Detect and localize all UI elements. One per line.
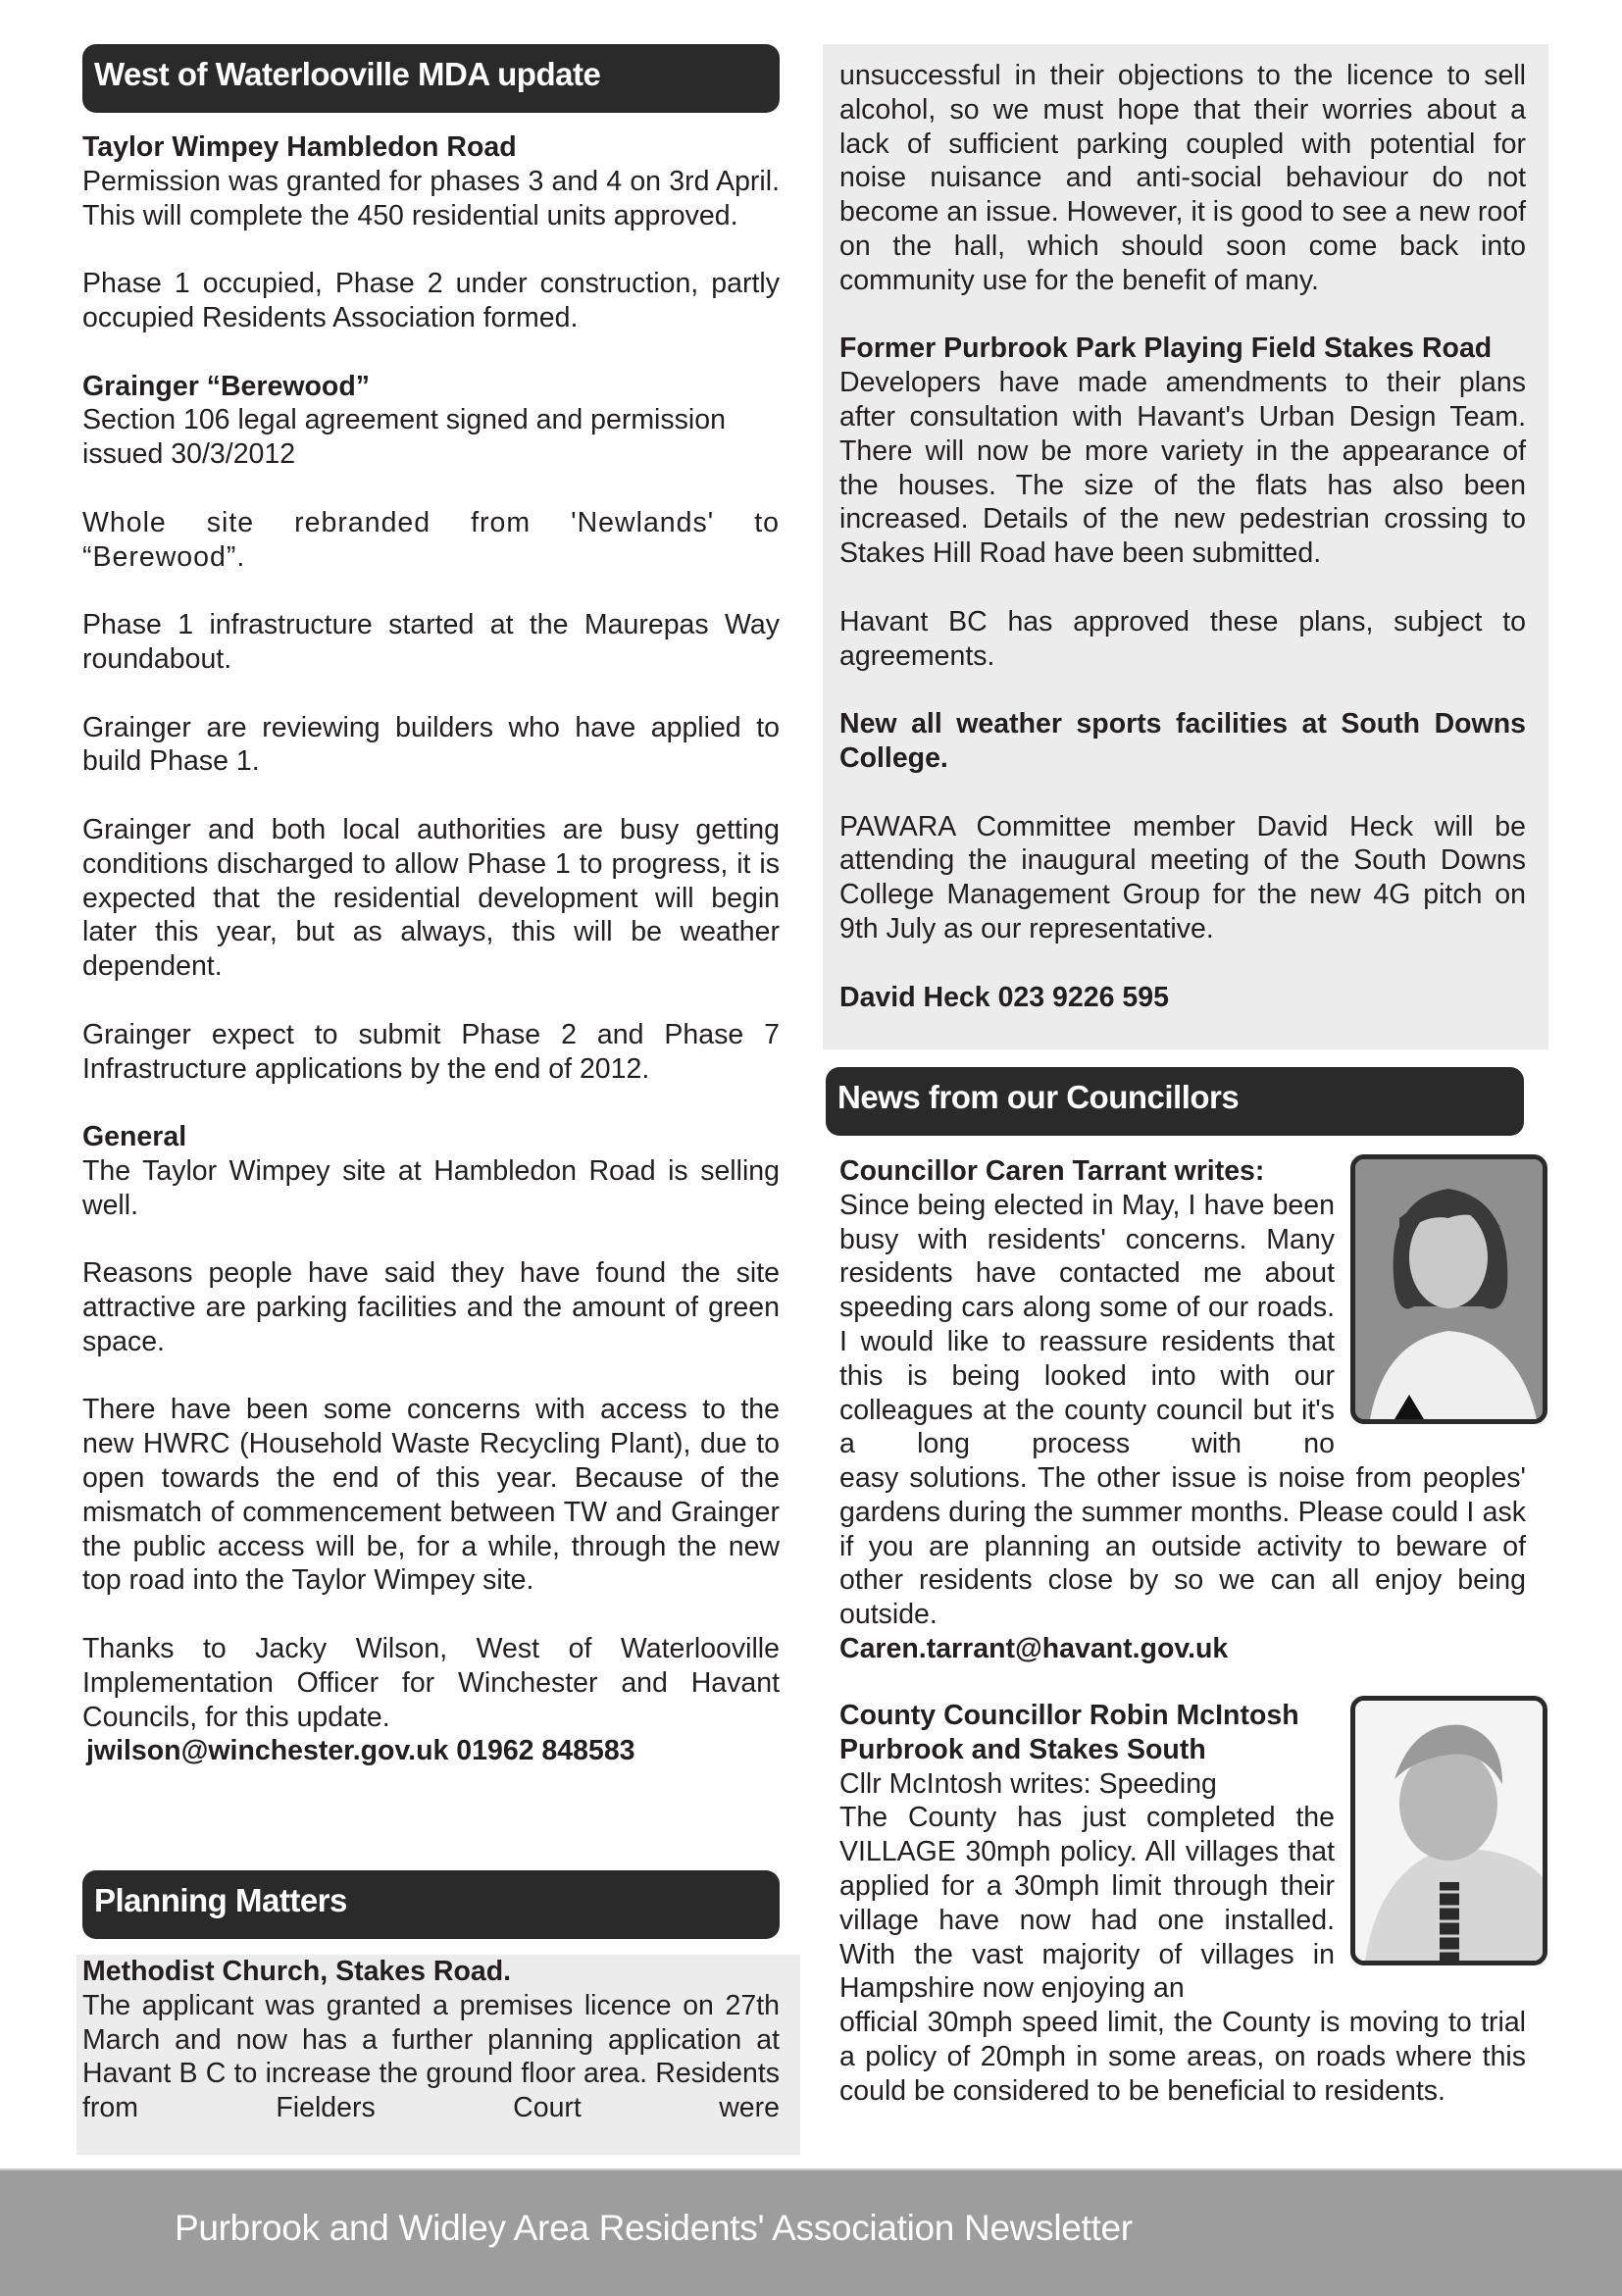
caren-tarrant-photo (1350, 1154, 1547, 1424)
caren-article-full (839, 1461, 1526, 1666)
councillors-section (826, 1067, 1524, 1136)
paragraph: There have been some concerns with access to the new HWRC (Household Waste Recycling Plant), due to open towards the end of this year. Because of the mismatch of commencement between TW and Grainger the public access will be, for a while, through the new top road into the Taylor Wimpey site. (82, 1394, 780, 1597)
left-column (82, 44, 780, 1768)
paragraph: Phase 1 infrastructure started at the Maurepas Way roundabout. (82, 609, 780, 675)
paragraph: Thanks to Jacky Wilson, West of Waterlooville Implementation Officer for Winchester and Havant Councils, for this update. (82, 1633, 780, 1733)
portrait-man-icon (1355, 1701, 1543, 1961)
heading-robin-mcintosh: County Councillor Robin McIntosh (839, 1700, 1299, 1731)
paragraph: Permission was granted for phases 3 and 4 on 3rd April. This will complete the 450 residential units approved. (82, 165, 780, 231)
caren-article-wrapped (839, 1154, 1335, 1461)
planning-section (82, 1870, 780, 2125)
paragraph: Grainger are reviewing builders who have applied to build Phase 1. (82, 711, 780, 778)
paragraph: official 30mph speed limit, the County is moving to trial a policy of 20mph in some areas, on roads where this could be considered to be beneficial to residents. (839, 2007, 1526, 2107)
paragraph: The County has just completed the VILLAGE 30mph policy. All villages that applied for a 30mph limit through their village have now had one installed. With the vast majority of villages in Hampshire now enjoying an (839, 1802, 1335, 2005)
paragraph: unsuccessful in their objections to the licence to sell alcohol, so we must hope that their worries about a lack of sufficient parking coupled with potential for noise nuisance and anti-social behaviour do not become an issue. However, it is good to see a new roof on the hall, which should soon come back into community use for the benefit of many. (839, 60, 1526, 296)
heading-caren-tarrant: Councillor Caren Tarrant writes: (839, 1155, 1265, 1187)
heading-purbrook-park: Former Purbrook Park Playing Field Stakes Road (839, 332, 1493, 365)
contact-david-heck: David Heck 023 9226 595 (839, 981, 1169, 1013)
paragraph: Havant BC has approved these plans, subject to agreements. (839, 605, 1526, 672)
robin-mcintosh-photo (1350, 1696, 1547, 1965)
paragraph: Grainger and both local authorities are busy getting conditions discharged to allow Phase 1 to progress, it is expected that the residential development will begin later this year, but as always, this will be weather dependent. (82, 813, 780, 983)
paragraph: Phase 1 occupied, Phase 2 under construction, partly occupied Residents Association formed. (82, 268, 780, 333)
right-column-top (839, 59, 1526, 1014)
contact-jwilson[interactable]: jwilson@winchester.gov.uk 01962 848583 (86, 1735, 635, 1767)
heading-taylor-wimpey: Taylor Wimpey Hambledon Road (82, 131, 517, 163)
newsletter-footer (0, 2168, 1622, 2296)
heading-ward: Purbrook and Stakes South (839, 1733, 1206, 1765)
paragraph: Developers have made amendments to their plans after consultation with Havant's Urban Design Team. There will now be more variety in the appearance of the houses. The size of the flats has also been increased. Details of the new pedestrian crossing to Stakes Hill Road have been submitted. (839, 367, 1526, 570)
section-header-councillors: News from our Councillors (826, 1067, 1524, 1136)
paragraph: Whole site rebranded from 'Newlands' to “Berewood”. (82, 506, 780, 573)
heading-sports-facilities: New all weather sports facilities at South Downs College. (839, 708, 1526, 774)
paragraph: PAWARA Committee member David Heck will be attending the inaugural meeting of the South Downs College Management Group for the new 4G pitch on 9th July as our representative. (839, 810, 1526, 944)
paragraph: Since being elected in May, I have been busy with residents' concerns. Many residents have contacted me about speeding cars along some of our roads. I would like to reassure residents that this is being looked into with our colleagues at the county council but it's a long process with no (839, 1189, 1335, 1460)
paragraph: easy solutions. The other issue is noise from peoples' gardens during the summer months. Please could I ask if you are planning an outside activity to beware of other residents close by so we can all enjoy being outside. (839, 1462, 1526, 1631)
paragraph: Grainger expect to submit Phase 2 and Phase 7 Infrastructure applications by the end of 2012. (82, 1018, 780, 1085)
heading-methodist: Methodist Church, Stakes Road. (82, 1956, 512, 1987)
contact-caren-email[interactable]: Caren.tarrant@havant.gov.uk (839, 1632, 1229, 1664)
paragraph: The Taylor Wimpey site at Hambledon Road is selling well. (82, 1154, 780, 1221)
section-header-mda: West of Waterlooville MDA update (82, 44, 780, 113)
paragraph: Section 106 legal agreement signed and permission issued 30/3/2012 (82, 404, 726, 471)
heading-general: General (82, 1121, 187, 1153)
portrait-woman-icon (1355, 1159, 1543, 1419)
footer-title: Purbrook and Widley Area Residents' Association Newsletter (175, 2208, 1133, 2248)
paragraph: The applicant was granted a premises licence on 27th March and now has a further planning application at Havant B C to increase the ground floor area. Residents from Fielders Court were (82, 1989, 780, 2124)
paragraph: Reasons people have said they have found the site attractive are parking facilities and the amount of green space. (82, 1257, 780, 1357)
section-header-planning: Planning Matters (82, 1870, 780, 1939)
robin-article-wrapped (839, 1699, 1335, 2006)
subtitle-speeding: Cllr McIntosh writes: Speeding (839, 1767, 1217, 1800)
heading-grainger: Grainger “Berewood” (82, 370, 370, 402)
robin-article-full (839, 2006, 1526, 2108)
